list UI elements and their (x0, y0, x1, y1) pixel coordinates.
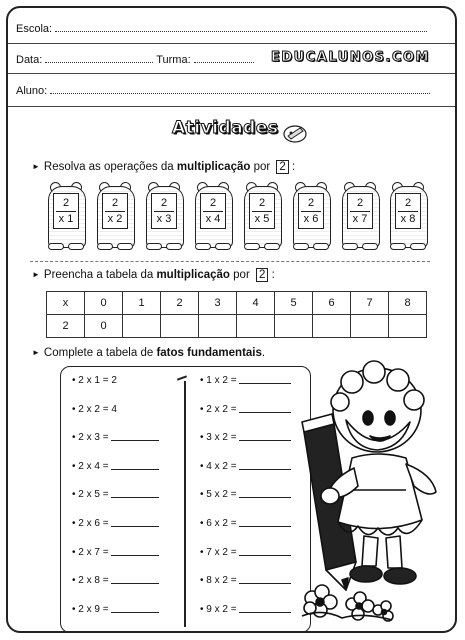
student-line (16, 84, 430, 97)
class-label: Turma: (156, 54, 191, 66)
table-cell: 3 (199, 292, 237, 315)
table-cell: 4 (237, 292, 275, 315)
table-cell: 0 (85, 292, 123, 315)
table-cell: 6 (313, 292, 351, 315)
facts-right-column (200, 375, 291, 632)
girl-with-pencil-illustration (282, 340, 450, 630)
fact-answer: 2 (111, 375, 117, 386)
page-title: Atividades (172, 118, 279, 138)
fact-item: • 4 x 2 = (200, 461, 291, 490)
table-cell: x (47, 292, 85, 315)
arrow-bullet-icon: ► (32, 270, 40, 279)
answer-blank[interactable] (111, 440, 159, 441)
answer-blank[interactable] (111, 497, 159, 498)
fact-item: • 2 x 9 = (72, 604, 159, 633)
fact-item: • 9 x 2 = (200, 604, 291, 633)
student-label: Aluno: (16, 85, 48, 97)
answer-cell[interactable] (389, 315, 427, 338)
school-label: Escola: (16, 23, 53, 35)
fact-item: • 7 x 2 = (200, 547, 291, 576)
arrow-bullet-icon: ► (32, 162, 40, 171)
fact-item: • 2 x 6 = (72, 518, 159, 547)
fact-item: • 2 x 5 = (72, 489, 159, 518)
table-cell: 1 (123, 292, 161, 315)
answer-cell[interactable] (237, 315, 275, 338)
fact-item: • 3 x 2 = (200, 432, 291, 461)
answer-cell[interactable] (161, 315, 199, 338)
date-field[interactable] (45, 53, 153, 63)
school-line (16, 22, 427, 35)
fact-item: • 2 x 7 = (72, 547, 159, 576)
answer-blank[interactable] (111, 612, 159, 613)
answer-cell[interactable] (313, 315, 351, 338)
answer-blank[interactable] (111, 555, 159, 556)
operation-card[interactable]: 2 x 2 (102, 193, 128, 229)
penguin-card (238, 182, 286, 250)
operation-card[interactable]: 2 x 4 (200, 193, 226, 229)
brand-logo: EDUCALUNOS.COM (271, 50, 430, 65)
student-field[interactable] (50, 84, 430, 94)
instruction-1: ► Resolva as operações da multiplicação por 2 : (32, 161, 296, 173)
penguin-card (336, 182, 384, 250)
fact-item: • 1 x 2 = (200, 375, 291, 404)
fact-item: • 2 x 1 = 2 (72, 375, 117, 386)
table-cell: 8 (389, 292, 427, 315)
divider (8, 43, 455, 44)
instruction-2: ► Preencha a tabela da multiplicação por 2 : (32, 269, 275, 281)
school-field[interactable] (55, 22, 427, 32)
divider (8, 106, 455, 107)
answer-cell[interactable] (351, 315, 389, 338)
date-label: Data: (16, 54, 43, 66)
penguin-card (91, 182, 139, 250)
multiplication-table (46, 291, 427, 338)
instruction-3: ► Complete a tabela de fatos fundamentais. (32, 347, 266, 359)
fact-item: • 2 x 8 = (72, 575, 159, 604)
answer-cell[interactable] (123, 315, 161, 338)
table-cell: 5 (275, 292, 313, 315)
operation-card[interactable]: 2 x 8 (395, 193, 421, 229)
facts-divider (184, 381, 186, 627)
class-field[interactable] (194, 53, 254, 63)
pencil-decoration-icon (282, 122, 308, 144)
fact-item: • 5 x 2 = (200, 489, 291, 518)
facts-left-column (72, 375, 159, 632)
operation-card[interactable]: 2 x 5 (249, 193, 275, 229)
fact-item: • 2 x 2 = 4 (72, 403, 117, 415)
fact-item: • 2 x 2 = (200, 404, 291, 433)
date-line (16, 53, 254, 66)
answer-blank[interactable] (111, 469, 159, 470)
penguin-card (189, 182, 237, 250)
table-cell: 7 (351, 292, 389, 315)
table-cell: 2 (47, 315, 85, 338)
table-cell: 2 (161, 292, 199, 315)
table-row (47, 315, 427, 338)
answer-blank[interactable] (111, 583, 159, 584)
fact-item: • 8 x 2 = (200, 575, 291, 604)
penguin-card (42, 182, 90, 250)
divider (8, 73, 455, 74)
operation-card[interactable]: 2 x 6 (298, 193, 324, 229)
penguin-card (140, 182, 188, 250)
fact-item: • 2 x 4 = (72, 461, 159, 490)
arrow-bullet-icon: ► (32, 348, 40, 357)
penguin-card (384, 182, 432, 250)
operation-card[interactable]: 2 x 1 (53, 193, 79, 229)
operation-card[interactable]: 2 x 3 (151, 193, 177, 229)
answer-cell[interactable] (199, 315, 237, 338)
table-cell: 0 (85, 315, 123, 338)
fact-item: • 6 x 2 = (200, 518, 291, 547)
fact-item: • 2 x 3 = (72, 432, 159, 461)
operation-card[interactable]: 2 x 7 (347, 193, 373, 229)
table-header-row (47, 292, 427, 315)
fact-answer: 4 (111, 403, 117, 415)
penguin-card (287, 182, 335, 250)
divider (30, 261, 430, 262)
answer-blank[interactable] (111, 526, 159, 527)
answer-cell[interactable] (275, 315, 313, 338)
